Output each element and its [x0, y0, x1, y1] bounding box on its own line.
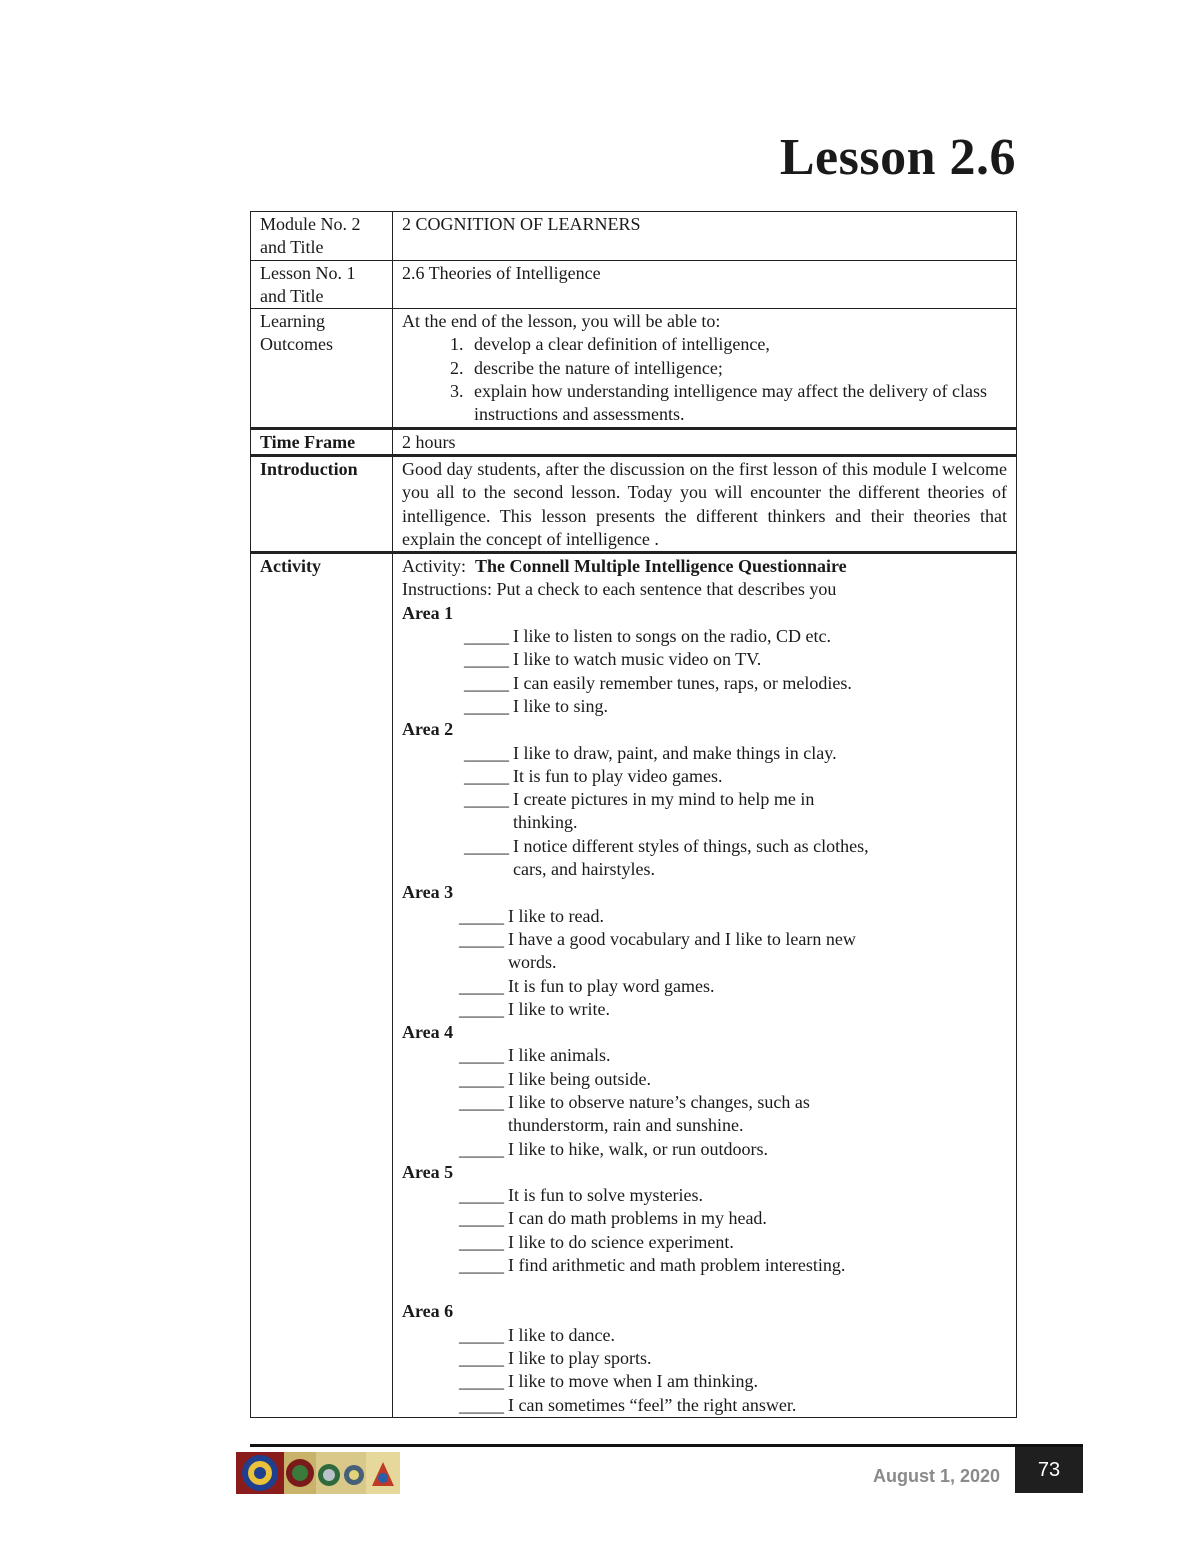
checkbox-blank[interactable]: _____ [464, 672, 509, 693]
item-text: I like to watch music video on TV. [513, 649, 762, 670]
item-text: I like to play sports. [508, 1347, 652, 1368]
checklist-item [402, 648, 1007, 671]
introduction-text: Good day students, after the discussion on the first lesson of this module I welcome you all to the second lesson. Today you will encounter the different theories of intelligence. This lesson presents the different thinkers and their theories that explain the concept of intelligence . [393, 455, 1017, 552]
checkbox-blank[interactable]: _____ [459, 1208, 504, 1229]
time-frame-row [251, 428, 1017, 455]
checkbox-blank[interactable]: _____ [459, 1068, 504, 1089]
checkbox-blank[interactable]: _____ [464, 835, 509, 856]
lesson-label: Lesson No. 1 and Title [251, 260, 393, 309]
checklist-item [402, 1324, 1007, 1347]
item-text: I have a good vocabulary and I like to learn new words. [508, 928, 856, 973]
lesson-row [251, 260, 1017, 309]
area-label: Area 3 [402, 882, 454, 903]
checklist-item [402, 765, 1007, 788]
item-text: I like animals. [508, 1045, 611, 1066]
checklist-item [402, 1370, 1007, 1393]
item-text: I like to observe nature’s changes, such as thunderstorm, rain and sunshine. [508, 1091, 810, 1136]
checkbox-blank[interactable]: _____ [459, 1324, 504, 1345]
checklist-item [402, 835, 1007, 882]
item-text: It is fun to play word games. [508, 975, 715, 996]
checkbox-blank[interactable]: _____ [459, 975, 504, 996]
checkbox-blank[interactable]: _____ [464, 789, 509, 810]
checklist-item [402, 905, 1007, 928]
page-number: 73 [1015, 1447, 1083, 1493]
seal-5-icon [366, 1452, 400, 1494]
introduction-label: Introduction [251, 455, 393, 552]
outcome-item: 1. develop a clear definition of intelligence, [468, 333, 1007, 356]
introduction-row [251, 455, 1017, 552]
outcomes-cell [393, 309, 1017, 428]
outcome-item: 2. describe the nature of intelligence; [468, 357, 1007, 380]
checklist-item [402, 1207, 1007, 1230]
checklist-item [402, 1184, 1007, 1207]
activity-title-prefix: Activity: [402, 556, 466, 577]
seal-2-icon [284, 1452, 316, 1494]
lesson-value: 2.6 Theories of Intelligence [393, 260, 1017, 309]
item-text: I can do math problems in my head. [508, 1208, 767, 1229]
checklist-item [402, 1068, 1007, 1091]
checklist-item [402, 1138, 1007, 1161]
checkbox-blank[interactable]: _____ [459, 1255, 504, 1276]
checklist-item [402, 625, 1007, 648]
checklist-item [402, 1254, 1007, 1277]
area-label: Area 4 [402, 1022, 454, 1043]
checkbox-blank[interactable]: _____ [464, 626, 509, 647]
item-text: I like to sing. [513, 695, 608, 716]
time-frame-label: Time Frame [251, 428, 393, 455]
checklist-item [402, 928, 1007, 975]
item-text: I like to write. [508, 998, 610, 1019]
outcomes-row [251, 309, 1017, 428]
item-text: I like to hike, walk, or run outdoors. [508, 1138, 768, 1159]
checklist-item [402, 1044, 1007, 1067]
checkbox-blank[interactable]: _____ [459, 1045, 504, 1066]
outcomes-list [402, 333, 1007, 426]
footer-date: August 1, 2020 [872, 1466, 1000, 1486]
item-text: I like to listen to songs on the radio, CD etc. [513, 626, 831, 647]
module-row [251, 212, 1017, 261]
activity-heading [402, 555, 1007, 578]
item-text: I like being outside. [508, 1068, 651, 1089]
time-frame-value: 2 hours [393, 428, 1017, 455]
item-text: I like to move when I am thinking. [508, 1371, 758, 1392]
area-label: Area 5 [402, 1161, 454, 1182]
item-text: I notice different styles of things, such as clothes, cars, and hairstyles. [513, 835, 869, 880]
item-text: It is fun to play video games. [513, 765, 723, 786]
checkbox-blank[interactable]: _____ [459, 1347, 504, 1368]
checklist-item [402, 788, 1007, 835]
activity-instructions: Instructions: Put a check to each sentence that describes you [402, 579, 837, 600]
item-text: It is fun to solve mysteries. [508, 1185, 703, 1206]
outcome-item: 3. explain how understanding intelligence may affect the delivery of class instructions and assessments. [468, 380, 1007, 427]
checklist-item [402, 1091, 1007, 1138]
item-text: I find arithmetic and math problem interesting. [508, 1255, 846, 1276]
item-text: I like to draw, paint, and make things in clay. [513, 742, 837, 763]
checkbox-blank[interactable]: _____ [459, 1138, 504, 1159]
area-label: Area 1 [402, 602, 454, 623]
checkbox-blank[interactable]: _____ [459, 1231, 504, 1252]
seal-1-icon [236, 1452, 284, 1494]
checkbox-blank[interactable]: _____ [459, 1371, 504, 1392]
lesson-plan-table [250, 211, 1017, 1418]
checklist-item [402, 695, 1007, 718]
checkbox-blank[interactable]: _____ [464, 695, 509, 716]
checklist-item [402, 1231, 1007, 1254]
activity-title: The Connell Multiple Intelligence Questionnaire [475, 556, 847, 577]
checklist-item [402, 975, 1007, 998]
checklist-item [402, 1394, 1007, 1417]
item-text: I like to dance. [508, 1324, 615, 1345]
activity-cell [393, 553, 1017, 1418]
checkbox-blank[interactable]: _____ [464, 742, 509, 763]
checkbox-blank[interactable]: _____ [464, 765, 509, 786]
checklist-item [402, 742, 1007, 765]
seal-3-icon [316, 1452, 342, 1494]
activity-label: Activity [251, 553, 393, 1418]
lesson-title: Lesson 2.6 [779, 129, 1016, 186]
area-label: Area 2 [402, 719, 454, 740]
checkbox-blank[interactable]: _____ [464, 649, 509, 670]
seal-4-icon [342, 1452, 366, 1494]
item-text: I can sometimes “feel” the right answer. [508, 1394, 797, 1415]
area-label: Area 6 [402, 1301, 454, 1322]
spacer [402, 1277, 1007, 1300]
checklist-item [402, 998, 1007, 1021]
checkbox-blank[interactable]: _____ [459, 998, 504, 1019]
module-label: Module No. 2 and Title [251, 212, 393, 261]
activity-row [251, 553, 1017, 1418]
checklist-item [402, 1347, 1007, 1370]
footer-logos [236, 1452, 400, 1494]
footer-rule [250, 1444, 1083, 1447]
checkbox-blank[interactable]: _____ [459, 1185, 504, 1206]
outcomes-intro: At the end of the lesson, you will be able to: [402, 311, 721, 332]
item-text: I like to do science experiment. [508, 1231, 734, 1252]
module-value: 2 COGNITION OF LEARNERS [393, 212, 1017, 261]
item-text: I create pictures in my mind to help me in thinking. [513, 789, 815, 833]
checklist-item [402, 672, 1007, 695]
outcomes-label: Learning Outcomes [251, 309, 393, 428]
checkbox-blank[interactable]: _____ [459, 1091, 504, 1112]
checkbox-blank[interactable]: _____ [459, 1394, 504, 1415]
item-text: I like to read. [508, 905, 604, 926]
item-text: I can easily remember tunes, raps, or melodies. [513, 672, 852, 693]
checkbox-blank[interactable]: _____ [459, 928, 504, 949]
checkbox-blank[interactable]: _____ [459, 905, 504, 926]
